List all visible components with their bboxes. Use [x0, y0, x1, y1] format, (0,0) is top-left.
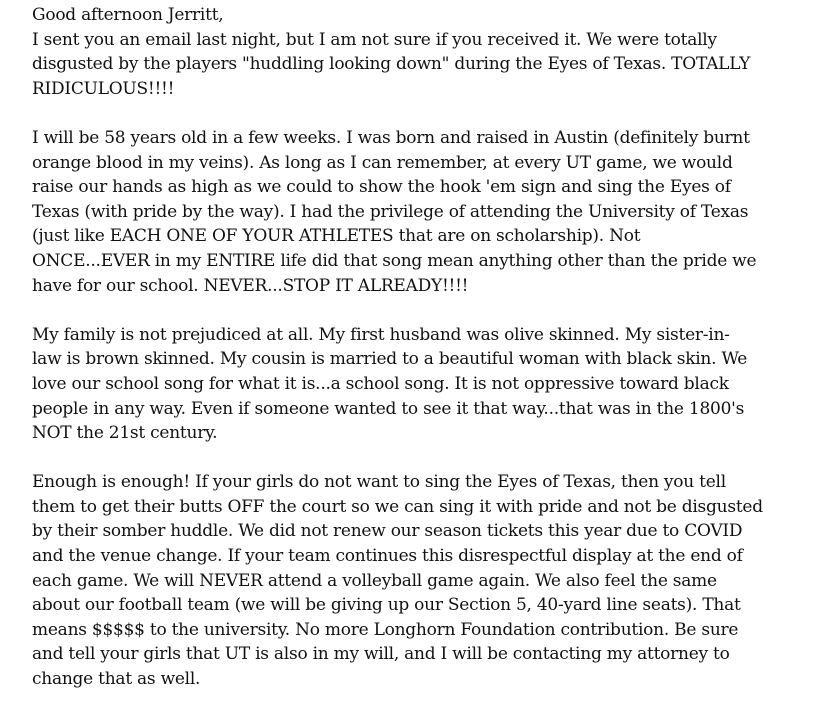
letter-paragraph-1: I sent you an email last night, but I am not sure if you received it. We were totally disgusted by the players "huddling looking down" during the Eyes of Texas. TOTALLY RIDICULOUS!!!!	[32, 29, 751, 99]
letter-greeting: Good afternoon Jerritt,	[32, 5, 224, 25]
letter-body	[32, 3, 802, 692]
letter-paragraph-3: My family is not prejudiced at all. My first husband was olive skinned. My sister-in- law is brown skinned. My cousin is married to a beautiful woman with black skin. We love our school song for what it is...a school song. It is not oppressive toward black people in any way. Even if someone wanted to see it that way...that was in the 1800's NOT the 21st century.	[32, 324, 748, 444]
letter-paragraph-4: Enough is enough! If your girls do not want to sing the Eyes of Texas, then you tell them to get their butts OFF the court so we can sing it with pride and not be disgusted by their somber huddle. We did not renew our season tickets this year due to COVID and the venue change. If your team continues this disrespectful display at the end of each game. We will NEVER attend a volleyball game again. We also feel the same about our football team (we will be giving up our Section 5, 40-yard line seats). That means $$$$$ to the university. No more Longhorn Foundation contribution. Be sure and tell your girls that UT is also in my will, and I will be contacting my attorney to change that as well.	[32, 472, 763, 690]
letter-paragraph-2: I will be 58 years old in a few weeks. I was born and raised in Austin (definitely burnt orange blood in my veins). As long as I can remember, at every UT game, we would raise our hands as high as we could to show the hook 'em sign and sing the Eyes of Texas (with pride by the way). I had the privilege of attending the University of Texas (just like EACH ONE OF YOUR ATHLETES that are on scholarship). Not ONCE...EVER in my ENTIRE life did that song mean anything other than the pride we have for our school. NEVER...STOP IT ALREADY!!!!	[32, 127, 757, 296]
